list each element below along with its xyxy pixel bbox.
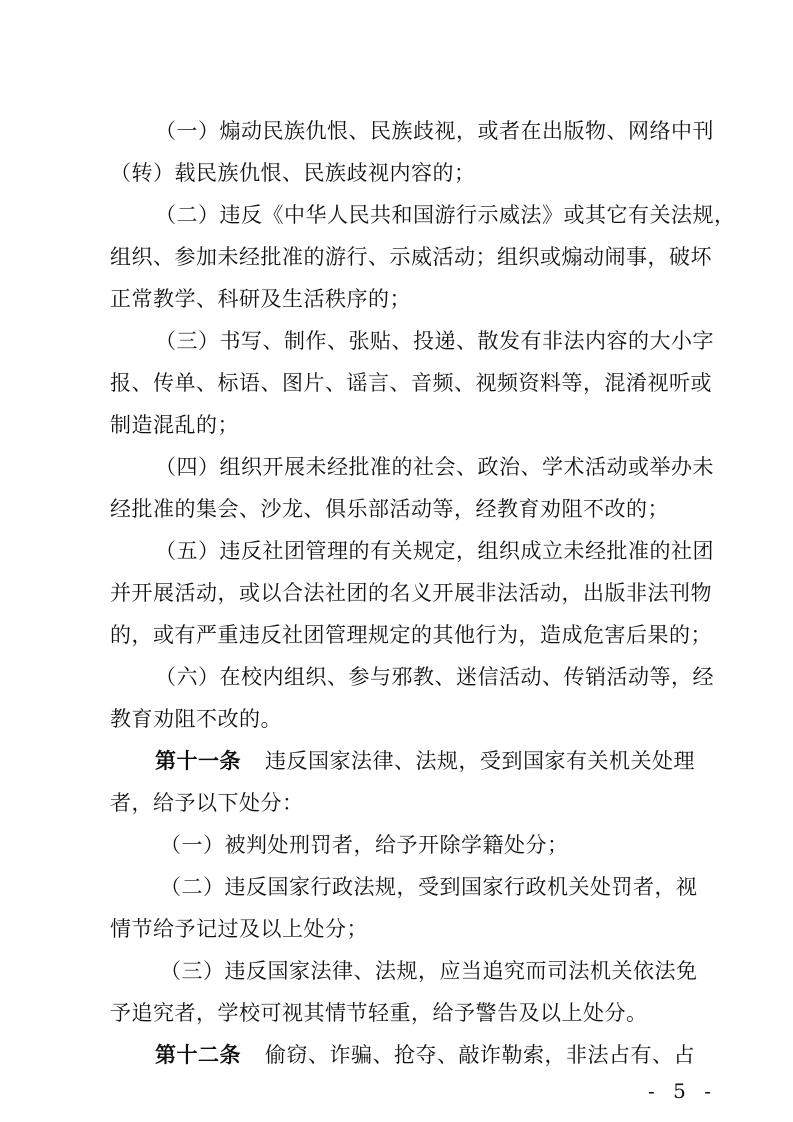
- text-line: 经批准的集会、沙龙、俱乐部活动等，经教育劝阻不改的；: [110, 497, 669, 521]
- text-line: （四）组织开展未经批准的社会、政治、学术活动或举办未: [155, 455, 714, 479]
- text-line: 制造混乱的；: [110, 413, 239, 437]
- text-line: 予追究者，学校可视其情节轻重，给予警告及以上处分。: [110, 1001, 648, 1025]
- text-line: （三）书写、制作、张贴、投递、散发有非法内容的大小字: [155, 329, 714, 353]
- text-line: （转）载民族仇恨、民族歧视内容的；: [110, 161, 476, 185]
- text-line: （六）在校内组织、参与邪教、迷信活动、传销活动等，经: [155, 665, 714, 689]
- article-11-line: [155, 748, 700, 774]
- text-line: 并开展活动，或以合法社团的名义开展非法活动，出版非法刊物: [110, 581, 712, 605]
- text-line: （一）煽动民族仇恨、民族歧视，或者在出版物、网络中刊: [155, 119, 714, 143]
- text-line: 教育劝阻不改的。: [110, 707, 282, 731]
- text-line: （三）违反国家法律、法规，应当追究而司法机关依法免: [160, 959, 698, 983]
- text-line: （二）违反《中华人民共和国游行示威法》或其它有关法规，: [155, 203, 736, 227]
- text-line: 情节给予记过及以上处分；: [110, 917, 368, 941]
- text-line: 者，给予以下处分：: [110, 791, 304, 815]
- text-line: 组织、参加未经批准的游行、示威活动；组织或煽动闹事，破坏: [110, 245, 712, 269]
- article-12-line: [155, 1042, 700, 1068]
- text-line: （一）被判处刑罚者，给予开除学籍处分；: [160, 833, 569, 857]
- text-line: （二）违反国家行政法规，受到国家行政机关处罚者，视: [160, 875, 698, 899]
- text-line: 的，或有严重违反社团管理规定的其他行为，造成危害后果的；: [110, 623, 712, 647]
- page-number: - 5 -: [648, 1079, 717, 1103]
- article-text: 偷窃、诈骗、抢夺、敲诈勒索，非法占有、占: [265, 1043, 695, 1067]
- text-line: 正常教学、科研及生活秩序的；: [110, 287, 411, 311]
- article-text: 违反国家法律、法规，受到国家有关机关处理: [265, 749, 695, 773]
- text-line: （五）违反社团管理的有关规定，组织成立未经批准的社团: [155, 539, 714, 563]
- text-line: 报、传单、标语、图片、谣言、音频、视频资料等，混淆视听或: [110, 371, 712, 395]
- article-heading: 第十一条: [155, 749, 241, 773]
- article-heading: 第十二条: [155, 1043, 241, 1067]
